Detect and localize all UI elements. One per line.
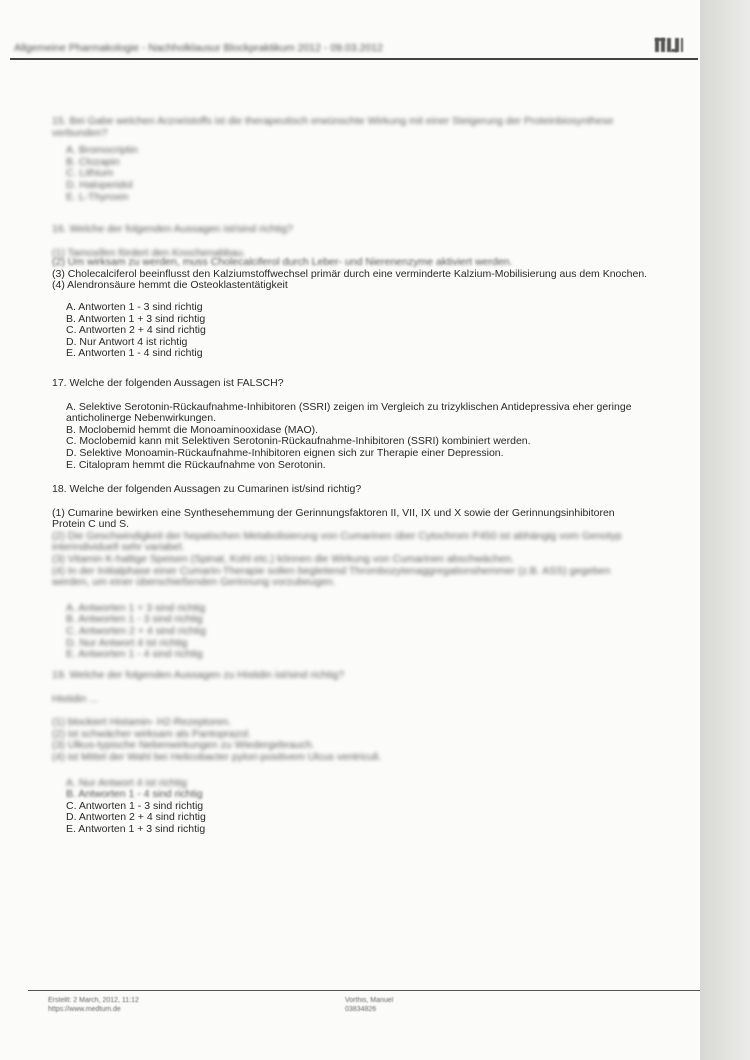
q16-statement-2: (2) Um wirksam zu werden, muss Cholecalciferol durch Leber- und Nierenenzyme aktiviert werden. [52,256,513,269]
q18-option-e: E. Antworten 1 - 4 sind richtig [66,648,203,661]
question-18-title: 18. Welche der folgenden Aussagen zu Cumarinen ist/sind richtig? [52,483,362,495]
q16-statement-1: (1) Tamoxifen fördert den Knochenabbau. [52,246,246,259]
q18-option-d: D. Nur Antwort 4 ist richtig [66,636,188,649]
q17-option-a-cont: anticholinerge Nebenwirkungen. [66,412,217,425]
q15-option-d: D. Haloperidol [66,178,133,191]
q17-option-d: D. Selektive Monoamin-Rückaufnahme-Inhibitoren eignen sich zur Therapie einer Depression. [66,446,504,459]
footer-left [48,996,139,1014]
question-15 [52,116,652,203]
q16-option-b: B. Antworten 1 + 3 sind richtig [66,312,206,325]
q17-option-a: A. Selektive Serotonin-Rückaufnahme-Inhibitoren (SSRI) zeigen im Vergleich zu trizyklischen Antidepressiva eher geringe [66,400,632,413]
q19-option-d: D. Antworten 2 + 4 sind richtig [66,811,206,824]
footer-id: 03834826 [345,1006,377,1013]
q17-option-e: E. Citalopram hemmt die Rückaufnahme von Serotonin. [66,458,326,471]
q18-statement-1: (1) Cumarine bewirken eine Synthesehemmung der Gerinnungsfaktoren II, VII, IX und X sowie der Gerinnungsinhibitoren [52,506,615,519]
footer-created: Erstellt: 2 March, 2012, 11:12 [48,997,139,1004]
q18-statement-2-cont: interindividuell sehr variabel. [52,541,185,554]
q16-option-a: A. Antworten 1 - 3 sind richtig [66,300,203,313]
q17-option-b: B. Moclobemid hemmt die Monoaminooxidase (MAO). [66,423,319,436]
q18-statement-1-cont: Protein C und S. [52,518,130,531]
q19-statement-1: (1) blockiert Histamin- H2-Rezeptoren. [52,716,232,729]
q18-statement-3: (3) Vitamin K-haltige Speisen (Spinat, Kohl etc.) können die Wirkung von Cumarinen abschwächen. [52,552,515,565]
q18-option-b: B. Antworten 1 - 3 sind richtig [66,613,203,626]
q18-statement-4-cont: werden, um einer überschießenden Gerinnung vorzubeugen. [52,576,336,589]
question-19 [52,670,652,836]
scan-edge-shadow [700,0,750,1060]
footer-divider [28,990,708,991]
page-header-title: Allgemeine Pharmakologie - Nachholklausur Blockpraktikum 2012 - 09.03.2012 [14,42,383,54]
q19-option-b: B. Antworten 1 - 4 sind richtig [66,788,203,801]
q18-option-a: A. Antworten 1 + 3 sind richtig [66,601,206,614]
header-divider [10,58,698,60]
q16-statement-3: (3) Cholecalciferol beeinflusst den Kalziumstoffwechsel primär durch eine verminderte Kalzium-Mobilisierung aus dem Knochen. [52,267,648,280]
question-17 [52,378,652,471]
q15-option-c: C. Lithium [66,167,114,180]
q17-option-c: C. Moclobemid kann mit Selektiven Serotonin-Rückaufnahme-Inhibitoren (SSRI) kombiniert werden. [66,435,531,448]
q19-option-c: C. Antworten 1 - 3 sind richtig [66,799,204,812]
q19-intro: Histidin ... [52,692,99,705]
footer-url: https://www.medtum.de [48,1006,121,1013]
q16-statement-4: (4) Alendronsäure hemmt die Osteoklastentätigkeit [52,279,288,292]
university-logo-icon [655,38,683,68]
q16-option-c: C. Antworten 2 + 4 sind richtig [66,324,206,337]
question-17-title: 17. Welche der folgenden Aussagen ist FALSCH? [52,377,284,389]
q19-option-e: E. Antworten 1 + 3 sind richtig [66,822,206,835]
question-16 [52,224,652,360]
q19-statement-3: (3) Ulkus-typische Nebenwirkungen zu Wiedergebrauch. [52,739,315,752]
question-19-title: 19. Welche der folgenden Aussagen zu Histidin ist/sind richtig? [52,669,345,681]
q18-option-c: C. Antworten 2 + 4 sind richtig [66,624,206,637]
q19-statement-4: (4) ist Mittel der Wahl bei Helicobacter pylori-positivem Ulcus ventriculi. [52,750,382,763]
footer-right [345,996,393,1014]
question-16-title: 16. Welche der folgenden Aussagen ist/sind richtig? [52,223,293,235]
question-18 [52,484,652,661]
q16-option-d: D. Nur Antwort 4 ist richtig [66,335,188,348]
q15-option-a: A. Bromocriptin [66,144,138,157]
q18-statement-4: (4) In der Initialphase einer Cumarin-Therapie sollen begleitend Thrombozytenaggregationshemmer (z.B. ASS) gegeben [52,564,611,577]
q16-option-e: E. Antworten 1 - 4 sind richtig [66,347,203,360]
footer-author: Vorthis, Manuel [345,997,394,1004]
q19-option-a: A. Nur Antwort 4 ist richtig [66,776,187,789]
q15-option-e: E. L-Thyroxin [66,190,129,203]
q15-option-b: B. Clozapin [66,155,120,168]
question-15-title: 15. Bei Gabe welchen Arzneistoffs ist die therapeutisch erwünschte Wirkung mit einer Steigerung der Proteinbiosynthese verbunden? [52,115,614,139]
q19-statement-2: (2) ist schwächer wirksam als Pantoprazol. [52,727,251,740]
q18-statement-2: (2) Die Geschwindigkeit der hepatischen Metabolisierung von Cumarinen über Cytochrom P450 ist abhängig vom Genotyp [52,529,622,542]
